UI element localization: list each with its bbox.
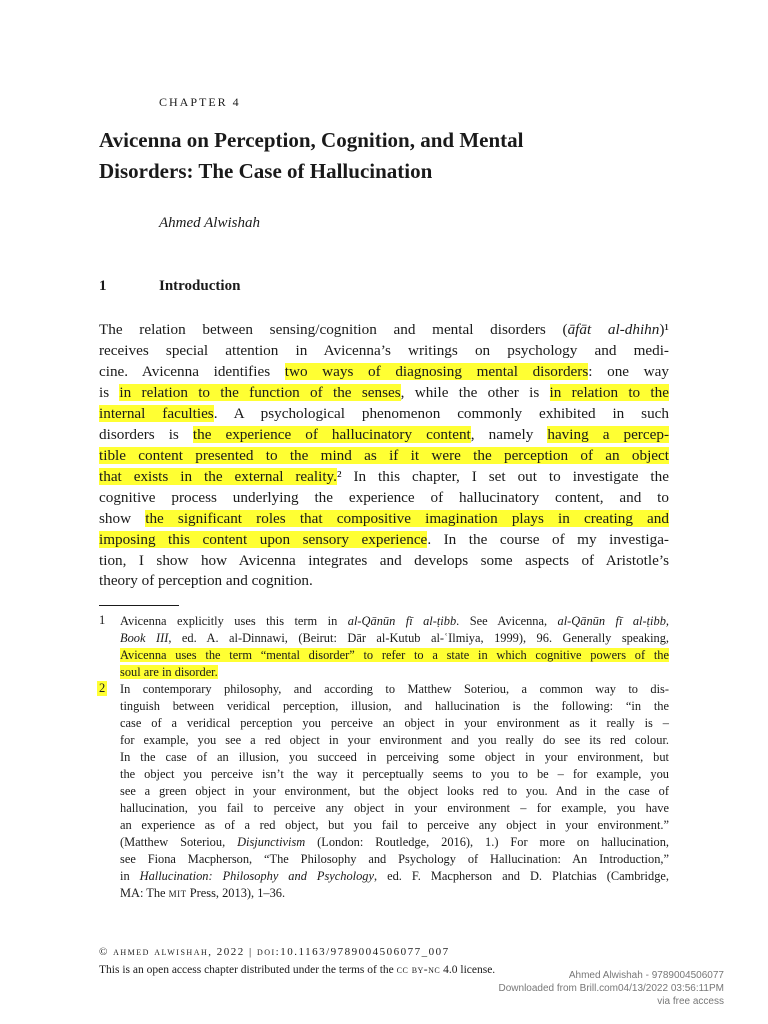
highlight: the experience of hallucinatory content [192, 426, 471, 443]
footnote-line [120, 613, 669, 631]
chapter-label: CHAPTER 4 [159, 95, 241, 109]
text: , namely [470, 426, 548, 443]
highlight: two ways of diagnosing mental disorders [284, 363, 589, 380]
text: This is an open access chapter distributed under the terms of the [99, 964, 397, 976]
body-line [99, 529, 669, 550]
text: , ed. F. Macpherson and D. Platchias (Cambridge, [374, 869, 669, 883]
highlight: in relation to the function of the senses [119, 384, 401, 401]
text-small-caps: mit [168, 886, 187, 900]
text: : one way [588, 363, 669, 380]
highlight: that exists in the external reality. [99, 468, 337, 485]
term-italic: āfāt al-dhihn [567, 321, 660, 338]
text: . A psychological phenomenon commonly exhibited in such [213, 405, 669, 422]
text: 4.0 license. [440, 964, 496, 976]
footnote-ref-2-text: ² In this chapter, I set out to investigate the [336, 468, 669, 485]
section-number: 1 [99, 278, 107, 294]
body-line: theory of perception and cognition. [99, 572, 313, 589]
title-italic: Disjunctivism [237, 835, 306, 849]
body-line: tion, I show how Avicenna integrates and develops some aspects of Aristotle’s [99, 552, 669, 569]
text: . See Avicenna, [456, 614, 558, 628]
copyright-doi: © ahmed alwishah, 2022 | doi:10.1163/9789004506077_007 [99, 946, 450, 958]
title-italic: al-Qānūn fī al-ṭibb, [557, 614, 669, 628]
chapter-title-line-2: Disorders: The Case of Hallucination [99, 159, 433, 183]
footnote-line: In contemporary philosophy, and according to Matthew Soteriou, a common way to dis- [120, 682, 669, 696]
text: (Matthew Soteriou, [120, 835, 238, 849]
text: in [120, 869, 140, 883]
highlight: imposing this content upon sensory experience [99, 531, 428, 548]
text: MA: The [120, 886, 169, 900]
footnote-line: case of a veridical perception you perceive an object in your environment as it really is – [120, 716, 669, 730]
body-line [99, 466, 669, 487]
highlight: tible content presented to the mind as if it were the perception of an object [99, 447, 669, 464]
footnote-line [120, 834, 669, 852]
watermark-line-1: Ahmed Alwishah - 9789004506077 [568, 970, 724, 981]
watermark-line-2: Downloaded from Brill.com04/13/2022 03:56:11PM [498, 983, 724, 994]
text: . In the course of my investiga- [427, 531, 669, 548]
title-italic: Hallucination: Philosophy and Psychology [139, 869, 374, 883]
footnote-line: hallucination, you fail to perceive any object in your environment – for example, you have [120, 801, 669, 815]
body-line [99, 319, 669, 340]
footnote-number-2: 2 [99, 681, 106, 695]
footnote-line [120, 664, 669, 682]
license-link[interactable]: cc by-nc [396, 964, 441, 976]
body-line: receives special attention in Avicenna’s writings on psychology and medi- [99, 342, 669, 359]
footnote-line [120, 885, 669, 903]
footnote-line: the object you perceive isn’t the way it perceptually seems to you to be – for example, you [120, 767, 669, 781]
section-title: Introduction [159, 278, 241, 294]
highlight: Avicenna uses the term “mental disorder” to refer to a state in which cognitive powers of the [120, 648, 669, 662]
text: The relation between sensing/cognition and mental disorders ( [99, 321, 568, 338]
highlight: in relation to the [549, 384, 669, 401]
footnote-line: In the case of an illusion, you succeed in perceiving some object in your environment, but [120, 750, 669, 764]
text: , ed. A. al-Dinnawi, (Beirut: Dār al-Kutub al-ʿIlmiya, 1999), 96. Generally speaking, [168, 631, 669, 645]
footnote-line [120, 868, 669, 886]
footnote-divider [99, 605, 179, 606]
body-line [99, 445, 669, 466]
body-line [99, 403, 669, 424]
highlight: the significant roles that compositive imagination plays in creating and [145, 510, 669, 527]
footnote-number-1: 1 [99, 613, 106, 627]
text: disorders is [99, 426, 193, 443]
highlight: having a percep- [547, 426, 669, 443]
body-line [99, 508, 669, 529]
title-italic: Book III [120, 631, 169, 645]
footnote-line [120, 630, 669, 648]
text: Avicenna explicitly uses this term in [120, 614, 348, 628]
footnote-line: see a green object in your environment, but the object looks red to you. And in the case of [120, 784, 669, 798]
chapter-title-line-1: Avicenna on Perception, Cognition, and Mental [99, 128, 524, 152]
body-line [99, 361, 669, 382]
body-line [99, 382, 669, 403]
footnote-line: tinguish between veridical perception, illusion, and hallucination is the following: “in the [120, 699, 669, 713]
chapter-title [99, 125, 679, 187]
text: is [99, 384, 120, 401]
title-italic: al-Qānūn fī al-ṭibb [347, 614, 457, 628]
footnote-line: an experience as of a red object, but you fail to perceive any object in your environment.” [120, 818, 669, 832]
text: (London: Routledge, 2016), 1.) For more on hallucination, [305, 835, 669, 849]
author-name: Ahmed Alwishah [159, 215, 260, 231]
license-notice [99, 964, 495, 976]
footnote-line [120, 647, 669, 665]
highlight: internal faculties [99, 405, 214, 422]
text: , while the other is [400, 384, 550, 401]
footnote-ref-1[interactable]: )¹ [659, 321, 669, 338]
highlight: soul are in disorder. [120, 665, 218, 679]
footnote-line: for example, you see a red object in your environment and you really do see its red colour. [120, 733, 669, 747]
watermark-line-3: via free access [657, 996, 724, 1007]
text: Press, 2013), 1–36. [186, 886, 286, 900]
footnote-line: see Fiona Macpherson, “The Philosophy and Psychology of Hallucination: An Introduction,” [120, 852, 669, 866]
text: show [99, 510, 146, 527]
body-line: cognitive process underlying the experience of hallucinatory content, and to [99, 489, 669, 506]
text: cine. Avicenna identifies [99, 363, 285, 380]
body-line [99, 424, 669, 445]
